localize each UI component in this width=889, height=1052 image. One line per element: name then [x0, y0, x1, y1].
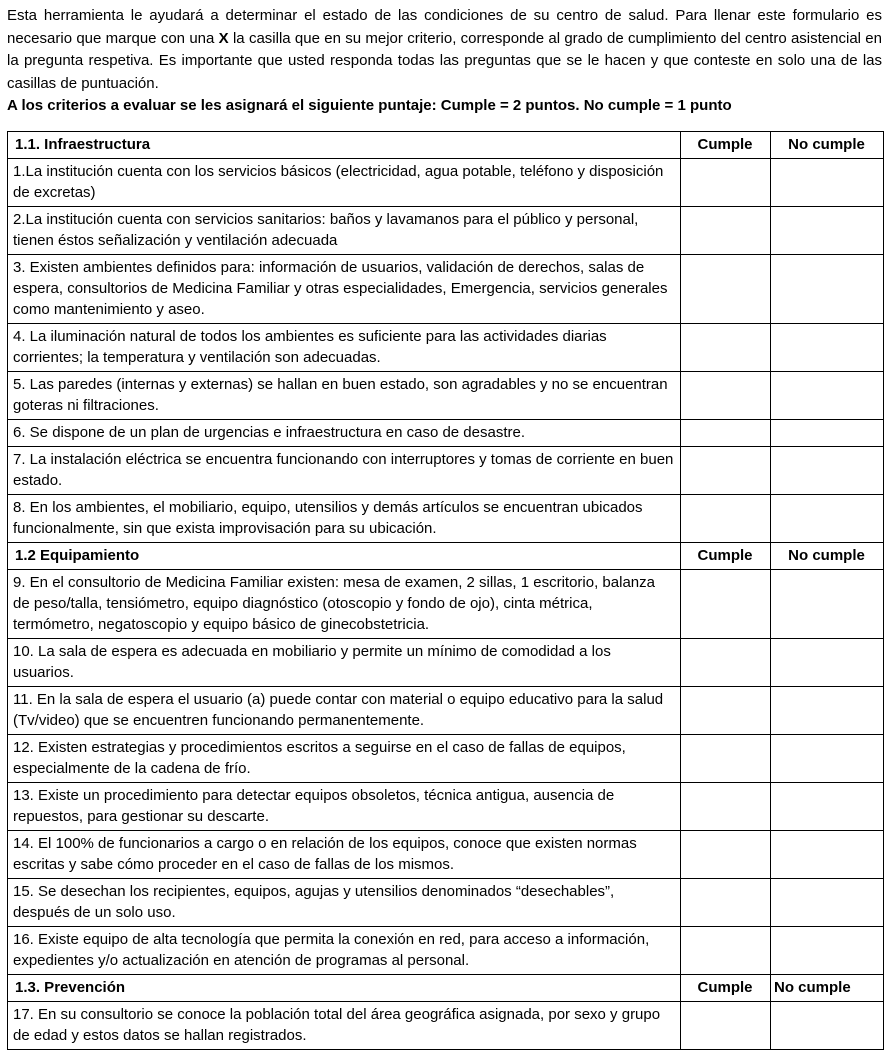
- no-cumple-cell[interactable]: [771, 206, 884, 254]
- table-row: [8, 254, 884, 323]
- section-title: 1.1. Infraestructura: [8, 131, 681, 158]
- section-header-row: [8, 542, 884, 569]
- section-header-row: [8, 974, 884, 1001]
- intro-text-after: la casilla que en su mejor criterio, corresponde al grado de cumplimiento del centro asistencial en la pregunta respetiva. Es importante que usted responda todas las preguntas que se le hacen y que conteste en solo una de las casillas de puntuación.: [7, 29, 882, 92]
- no-cumple-cell[interactable]: [771, 878, 884, 926]
- no-cumple-cell[interactable]: [771, 734, 884, 782]
- cumple-column-header: Cumple: [681, 974, 771, 1001]
- intro-paragraph: [7, 5, 882, 95]
- cumple-cell[interactable]: [681, 782, 771, 830]
- no-cumple-cell[interactable]: [771, 158, 884, 206]
- cumple-cell[interactable]: [681, 830, 771, 878]
- no-cumple-cell[interactable]: [771, 323, 884, 371]
- table-row: [8, 686, 884, 734]
- cumple-cell[interactable]: [681, 734, 771, 782]
- cumple-cell[interactable]: [681, 926, 771, 974]
- table-row: [8, 323, 884, 371]
- cumple-cell[interactable]: [681, 494, 771, 542]
- no-cumple-cell[interactable]: [771, 494, 884, 542]
- question-text: 3. Existen ambientes definidos para: información de usuarios, validación de derechos, salas de espera, consultorios de Medicina Familiar y otras especialidades, Emergencia, servicios generales como mantenimiento y aseo.: [8, 254, 681, 323]
- no-cumple-cell[interactable]: [771, 782, 884, 830]
- assessment-table: [7, 131, 884, 1050]
- cumple-cell[interactable]: [681, 323, 771, 371]
- table-row: [8, 638, 884, 686]
- table-row: [8, 494, 884, 542]
- no-cumple-cell[interactable]: [771, 638, 884, 686]
- no-cumple-cell[interactable]: [771, 371, 884, 419]
- table-row: [8, 206, 884, 254]
- table-row: [8, 926, 884, 974]
- question-text: 13. Existe un procedimiento para detectar equipos obsoletos, técnica antigua, ausencia de repuestos, para gestionar su descarte.: [8, 782, 681, 830]
- cumple-cell[interactable]: [681, 569, 771, 638]
- table-row: [8, 782, 884, 830]
- section-header-row: [8, 131, 884, 158]
- cumple-cell[interactable]: [681, 254, 771, 323]
- question-text: 4. La iluminación natural de todos los ambientes es suficiente para las actividades diarias corrientes; la temperatura y ventilación son adecuadas.: [8, 323, 681, 371]
- cumple-cell[interactable]: [681, 1001, 771, 1049]
- assessment-table-body: [8, 131, 884, 1049]
- cumple-cell[interactable]: [681, 206, 771, 254]
- no-cumple-column-header: No cumple: [771, 974, 884, 1001]
- no-cumple-cell[interactable]: [771, 569, 884, 638]
- no-cumple-cell[interactable]: [771, 1001, 884, 1049]
- table-row: [8, 158, 884, 206]
- table-row: [8, 1001, 884, 1049]
- question-text: 16. Existe equipo de alta tecnología que permita la conexión en red, para acceso a información, expedientes y/o actualización en atención de programas al personal.: [8, 926, 681, 974]
- no-cumple-cell[interactable]: [771, 419, 884, 446]
- no-cumple-cell[interactable]: [771, 446, 884, 494]
- question-text: 7. La instalación eléctrica se encuentra funcionando con interruptores y tomas de corriente en buen estado.: [8, 446, 681, 494]
- table-row: [8, 371, 884, 419]
- cumple-column-header: Cumple: [681, 542, 771, 569]
- question-text: 8. En los ambientes, el mobiliario, equipo, utensilios y demás artículos se encuentran ubicados funcionalmente, sin que exista improvisación para su ubicación.: [8, 494, 681, 542]
- cumple-cell[interactable]: [681, 371, 771, 419]
- no-cumple-cell[interactable]: [771, 254, 884, 323]
- cumple-column-header: Cumple: [681, 131, 771, 158]
- table-row: [8, 830, 884, 878]
- question-text: 5. Las paredes (internas y externas) se hallan en buen estado, son agradables y no se encuentran goteras ni filtraciones.: [8, 371, 681, 419]
- intro-bold-x: X: [218, 29, 229, 47]
- question-text: 1.La institución cuenta con los servicios básicos (electricidad, agua potable, teléfono y disposición de excretas): [8, 158, 681, 206]
- no-cumple-column-header: No cumple: [771, 131, 884, 158]
- cumple-cell[interactable]: [681, 638, 771, 686]
- section-title: 1.3. Prevención: [8, 974, 681, 1001]
- section-title: 1.2 Equipamiento: [8, 542, 681, 569]
- question-text: 10. La sala de espera es adecuada en mobiliario y permite un mínimo de comodidad a los usuarios.: [8, 638, 681, 686]
- question-text: 17. En su consultorio se conoce la población total del área geográfica asignada, por sexo y grupo de edad y estos datos se hallan registrados.: [8, 1001, 681, 1049]
- table-row: [8, 419, 884, 446]
- cumple-cell[interactable]: [681, 686, 771, 734]
- cumple-cell[interactable]: [681, 419, 771, 446]
- table-row: [8, 569, 884, 638]
- cumple-cell[interactable]: [681, 878, 771, 926]
- table-row: [8, 446, 884, 494]
- question-text: 14. El 100% de funcionarios a cargo o en relación de los equipos, conoce que existen normas escritas y sabe cómo proceder en el caso de fallas de los mismos.: [8, 830, 681, 878]
- question-text: 12. Existen estrategias y procedimientos escritos a seguirse en el caso de fallas de equipos, especialmente de la cadena de frío.: [8, 734, 681, 782]
- question-text: 6. Se dispone de un plan de urgencias e infraestructura en caso de desastre.: [8, 419, 681, 446]
- intro-text-before: Esta herramienta le ayudará a determinar el estado de las condiciones de su centro de salud. Para llenar este formulario es necesario que marque con una: [7, 7, 882, 47]
- question-text: 2.La institución cuenta con servicios sanitarios: baños y lavamanos para el público y personal, tienen éstos señalización y ventilación adecuada: [8, 206, 681, 254]
- no-cumple-cell[interactable]: [771, 686, 884, 734]
- no-cumple-cell[interactable]: [771, 830, 884, 878]
- scoring-note: A los criterios a evaluar se les asignará el siguiente puntaje: Cumple = 2 puntos. No cumple = 1 punto: [7, 97, 732, 114]
- cumple-cell[interactable]: [681, 446, 771, 494]
- table-row: [8, 878, 884, 926]
- cumple-cell[interactable]: [681, 158, 771, 206]
- question-text: 11. En la sala de espera el usuario (a) puede contar con material o equipo educativo para la salud (Tv/video) que se encuentren funcionando permanentemente.: [8, 686, 681, 734]
- no-cumple-cell[interactable]: [771, 926, 884, 974]
- no-cumple-column-header: No cumple: [771, 542, 884, 569]
- question-text: 15. Se desechan los recipientes, equipos, agujas y utensilios denominados “desechables”, después de un solo uso.: [8, 878, 681, 926]
- question-text: 9. En el consultorio de Medicina Familiar existen: mesa de examen, 2 sillas, 1 escritorio, balanza de peso/talla, tensiómetro, equipo diagnóstico (otoscopio y fondo de ojo), cinta métrica, termómetro, negatoscopio y equipo básico de ginecobstetricia.: [8, 569, 681, 638]
- table-row: [8, 734, 884, 782]
